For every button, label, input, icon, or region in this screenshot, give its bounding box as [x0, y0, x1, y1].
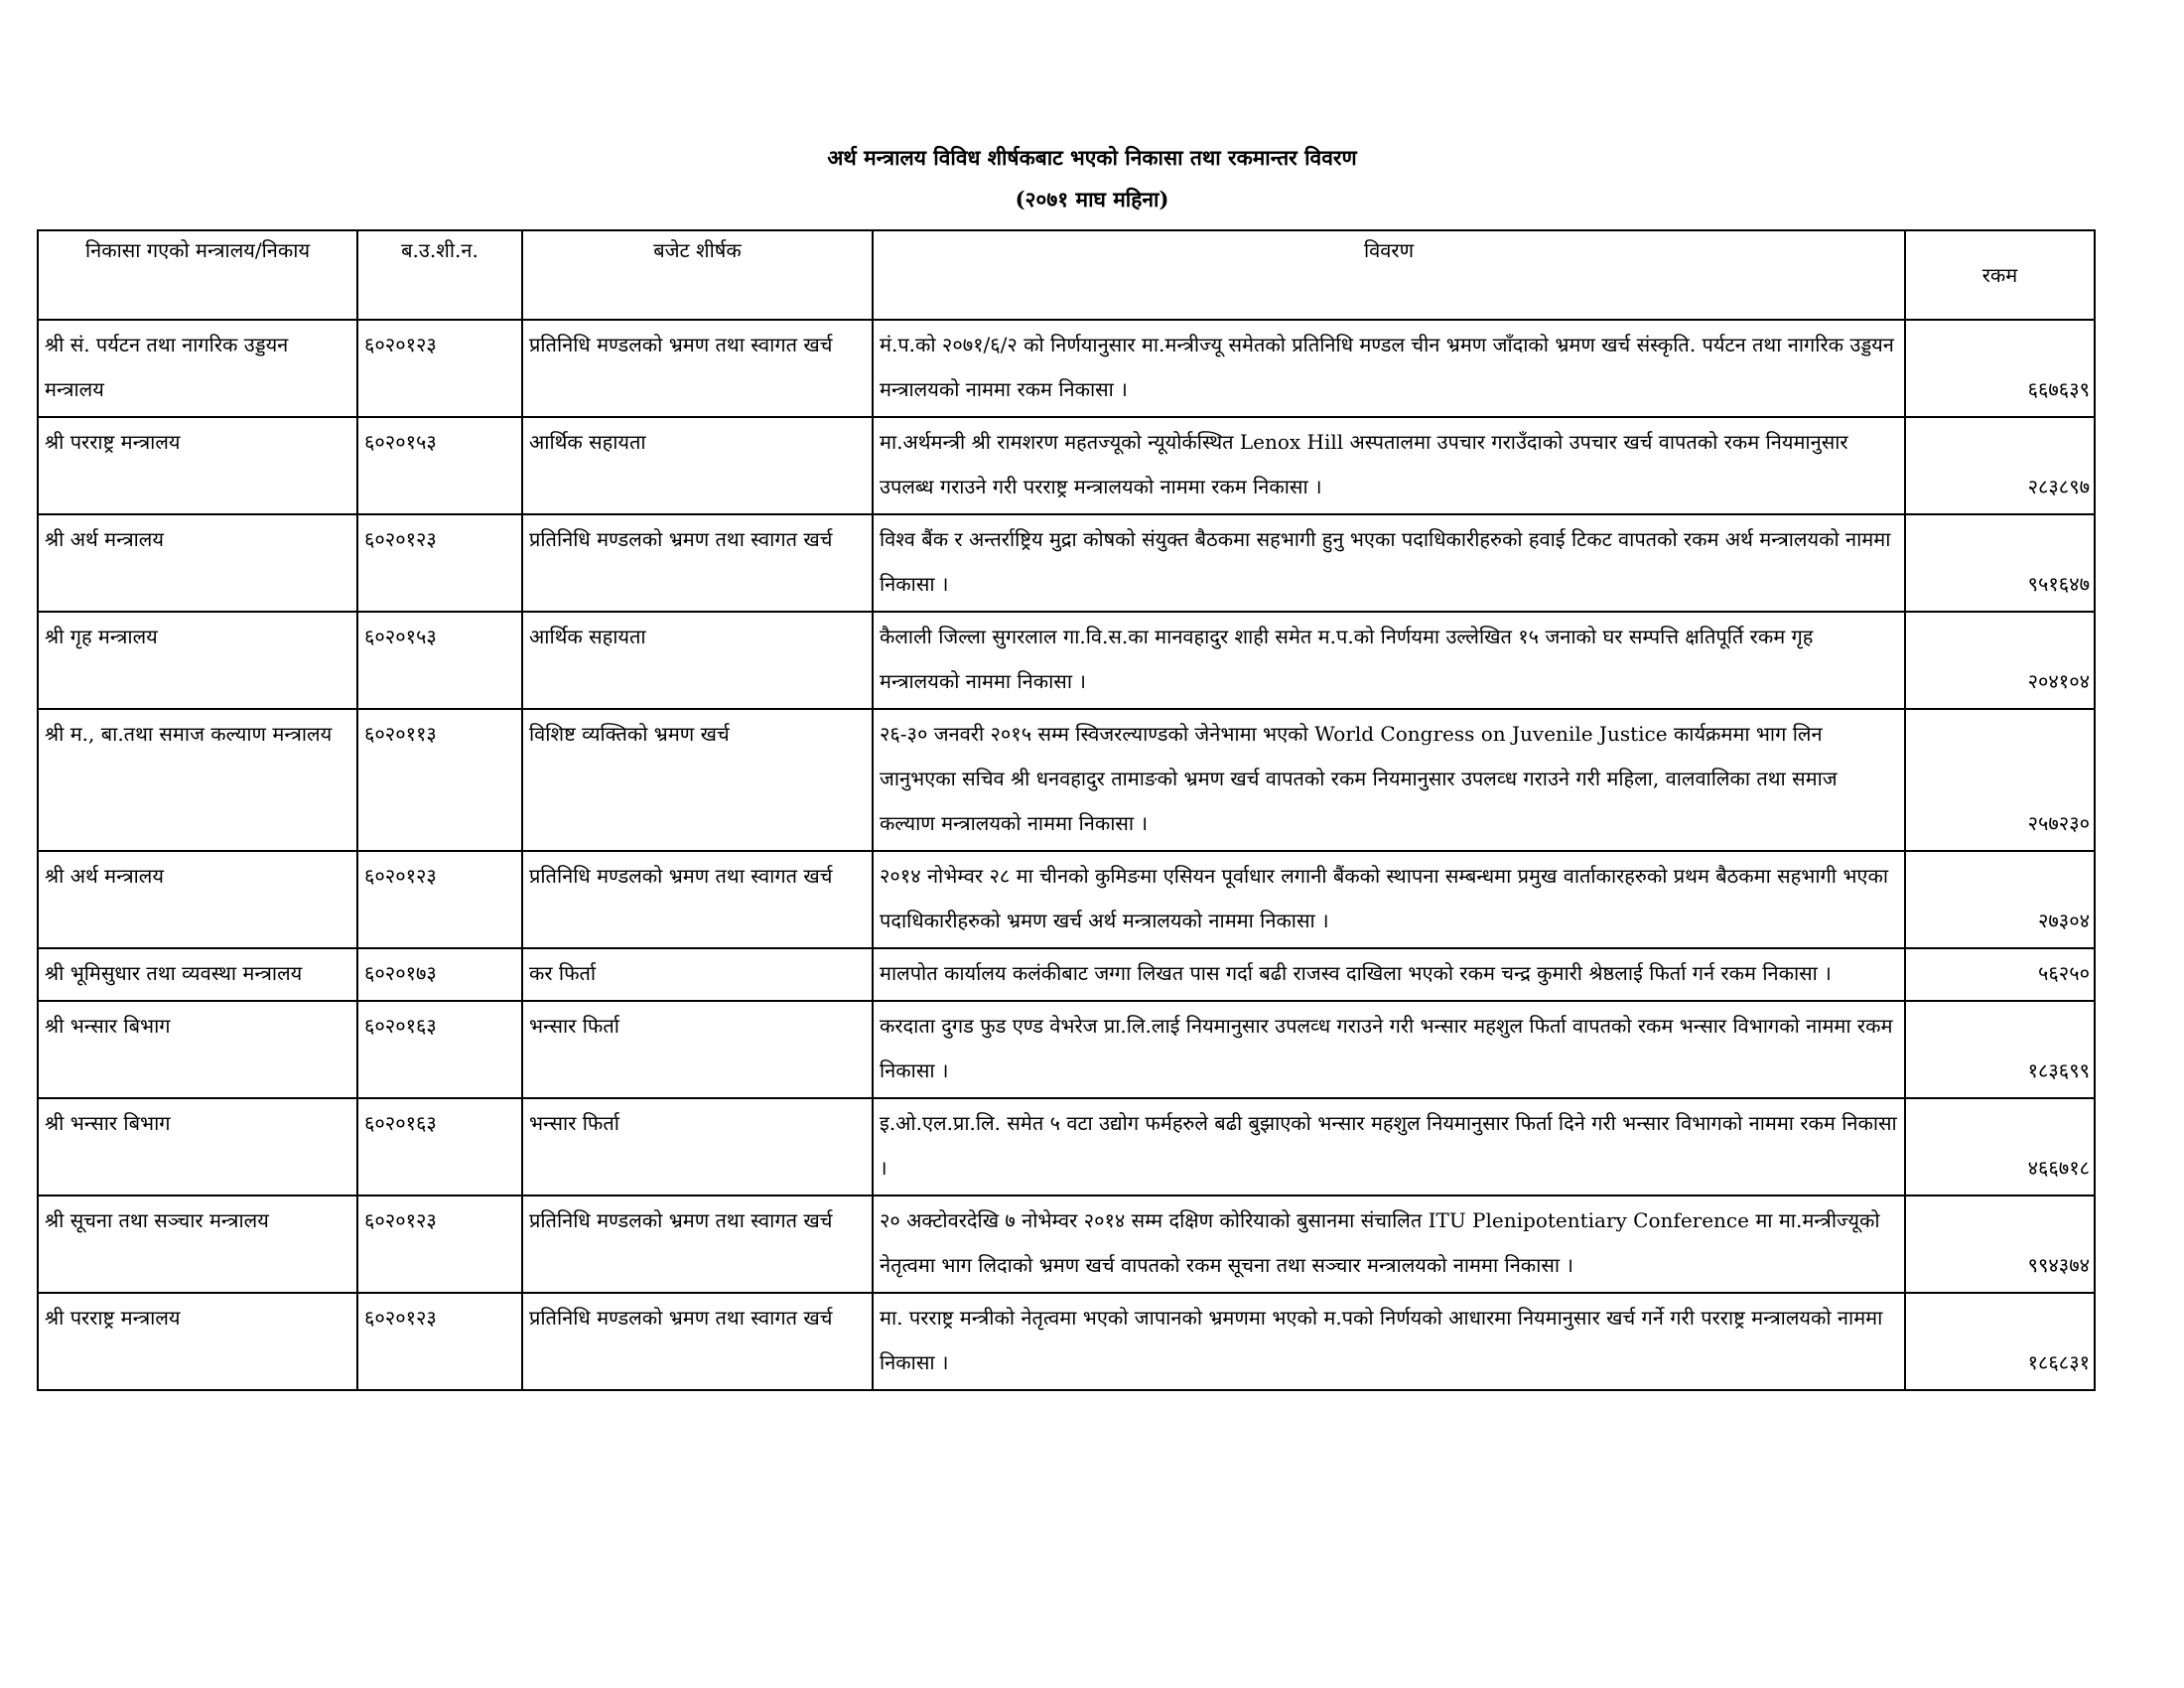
code-cell: ६०२०१२३	[357, 851, 522, 948]
code-cell: ६०२०१७३	[357, 948, 522, 1001]
table-body	[38, 320, 2095, 1390]
table-row	[38, 417, 2095, 514]
ministry-cell: श्री अर्थ मन्त्रालय	[38, 514, 357, 612]
amount-cell: २५७२३०	[1905, 709, 2095, 851]
description-cell: मं.प.को २०७१/६/२ को निर्णयानुसार मा.मन्त्रीज्यू समेतको प्रतिनिधि मण्डल चीन भ्रमण जाँदाको भ्रमण खर्च संस्कृति. पर्यटन तथा नागरिक उड्डयन मन्त्रालयको नाममा रकम निकासा ।	[873, 320, 1905, 417]
amount-cell: ६६७६३९	[1905, 320, 2095, 417]
budget-heading-cell: भन्सार फिर्ता	[522, 1098, 873, 1196]
budget-heading-cell: आर्थिक सहायता	[522, 612, 873, 709]
amount-cell: ४६६७१८	[1905, 1098, 2095, 1196]
column-header-budget-heading: बजेट शीर्षक	[522, 230, 873, 320]
document-title: अर्थ मन्त्रालय विविध शीर्षकबाट भएको निकासा तथा रकमान्तर विवरण	[827, 145, 1357, 170]
description-cell: मा. परराष्ट्र मन्त्रीको नेतृत्वमा भएको जापानको भ्रमणमा भएको म.पको निर्णयको आधारमा नियमानुसार खर्च गर्ने गरी परराष्ट्र मन्त्रालयको नाममा निकासा ।	[873, 1293, 1905, 1390]
ministry-cell: श्री भूमिसुधार तथा व्यवस्था मन्त्रालय	[38, 948, 357, 1001]
budget-heading-cell: प्रतिनिधि मण्डलको भ्रमण तथा स्वागत खर्च	[522, 851, 873, 948]
column-header-description: विवरण	[873, 230, 1905, 320]
amount-cell: १८६८३१	[1905, 1293, 2095, 1390]
budget-heading-cell: भन्सार फिर्ता	[522, 1001, 873, 1098]
amount-cell: २७३०४	[1905, 851, 2095, 948]
ministry-cell: श्री भन्सार बिभाग	[38, 1098, 357, 1196]
amount-cell: २०४१०४	[1905, 612, 2095, 709]
description-cell: मालपोत कार्यालय कलंकीबाट जग्गा लिखत पास गर्दा बढी राजस्व दाखिला भएको रकम चन्द्र कुमारी श्रेष्ठलाई फिर्ता गर्न रकम निकासा ।	[873, 948, 1905, 1001]
table-header-row	[38, 230, 2095, 320]
ministry-cell: श्री सूचना तथा सञ्चार मन्त्रालय	[38, 1196, 357, 1293]
table-row	[38, 948, 2095, 1001]
budget-heading-cell: कर फिर्ता	[522, 948, 873, 1001]
budget-heading-cell: आर्थिक सहायता	[522, 417, 873, 514]
table-row	[38, 851, 2095, 948]
column-header-ministry: निकासा गएको मन्त्रालय/निकाय	[38, 230, 357, 320]
ministry-cell: श्री अर्थ मन्त्रालय	[38, 851, 357, 948]
disbursement-table	[37, 229, 2096, 1391]
table-row	[38, 709, 2095, 851]
ministry-cell: श्री सं. पर्यटन तथा नागरिक उड्डयन मन्त्रालय	[38, 320, 357, 417]
table-row	[38, 1293, 2095, 1390]
table-row	[38, 1098, 2095, 1196]
budget-heading-cell: विशिष्ट व्यक्तिको भ्रमण खर्च	[522, 709, 873, 851]
ministry-cell: श्री गृह मन्त्रालय	[38, 612, 357, 709]
budget-heading-cell: प्रतिनिधि मण्डलको भ्रमण तथा स्वागत खर्च	[522, 320, 873, 417]
amount-cell: ९९४३७४	[1905, 1196, 2095, 1293]
budget-heading-cell: प्रतिनिधि मण्डलको भ्रमण तथा स्वागत खर्च	[522, 1196, 873, 1293]
description-cell: इ.ओ.एल.प्रा.लि. समेत ५ वटा उद्योग फर्महरुले बढी बुझाएको भन्सार महशुल नियमानुसार फिर्ता दिने गरी भन्सार विभागको नाममा रकम निकासा ।	[873, 1098, 1905, 1196]
ministry-cell: श्री भन्सार बिभाग	[38, 1001, 357, 1098]
budget-heading-cell: प्रतिनिधि मण्डलको भ्रमण तथा स्वागत खर्च	[522, 514, 873, 612]
amount-cell: २८३८९७	[1905, 417, 2095, 514]
code-cell: ६०२०१२३	[357, 514, 522, 612]
table-row	[38, 320, 2095, 417]
column-header-code: ब.उ.शी.न.	[357, 230, 522, 320]
table-row	[38, 1001, 2095, 1098]
code-cell: ६०२०१५३	[357, 612, 522, 709]
ministry-cell: श्री परराष्ट्र मन्त्रालय	[38, 417, 357, 514]
amount-cell: ५६२५०	[1905, 948, 2095, 1001]
description-cell: २६-३० जनवरी २०१५ सम्म स्विजरल्याण्डको जेनेभामा भएको World Congress on Juvenile Justice कार्यक्रममा भाग लिन जानुभएका सचिव श्री धनवहादुर तामाङको भ्रमण खर्च वापतको रकम नियमानुसार उपलव्ध गराउने गरी महिला, वालवालिका तथा समाज कल्याण मन्त्रालयको नाममा निकासा ।	[873, 709, 1905, 851]
description-cell: २०१४ नोभेम्वर २८ मा चीनको कुमिङमा एसियन पूर्वाधार लगानी बैंकको स्थापना सम्बन्धमा प्रमुख वार्ताकारहरुको प्रथम बैठकमा सहभागी भएका पदाधिकारीहरुको भ्रमण खर्च अर्थ मन्त्रालयको नाममा निकासा ।	[873, 851, 1905, 948]
description-cell: मा.अर्थमन्त्री श्री रामशरण महतज्यूको न्यूयोर्कस्थित Lenox Hill अस्पतालमा उपचार गराउँदाको उपचार खर्च वापतको रकम नियमानुसार उपलब्ध गराउने गरी परराष्ट्र मन्त्रालयको नाममा रकम निकासा ।	[873, 417, 1905, 514]
column-header-amount: रकम	[1905, 230, 2095, 320]
code-cell: ६०२०१५३	[357, 417, 522, 514]
code-cell: ६०२०११३	[357, 709, 522, 851]
table-row	[38, 1196, 2095, 1293]
table-row	[38, 612, 2095, 709]
table-row	[38, 514, 2095, 612]
description-cell: विश्व बैंक र अन्तर्राष्ट्रिय मुद्रा कोषको संयुक्त बैठकमा सहभागी हुनु भएका पदाधिकारीहरुको हवाई टिकट वापतको रकम अर्थ मन्त्रालयको नाममा निकासा ।	[873, 514, 1905, 612]
code-cell: ६०२०१२३	[357, 1196, 522, 1293]
ministry-cell: श्री म., बा.तथा समाज कल्याण मन्त्रालय	[38, 709, 357, 851]
document-subtitle: (२०७१ माघ महिना)	[1015, 187, 1169, 211]
ministry-cell: श्री परराष्ट्र मन्त्रालय	[38, 1293, 357, 1390]
code-cell: ६०२०१६३	[357, 1001, 522, 1098]
description-cell: कैलाली जिल्ला सुगरलाल गा.वि.स.का मानवहादुर शाही समेत म.प.को निर्णयमा उल्लेखित १५ जनाको घर सम्पत्ति क्षतिपूर्ति रकम गृह मन्त्रालयको नाममा निकासा ।	[873, 612, 1905, 709]
amount-cell: ९५१६४७	[1905, 514, 2095, 612]
description-cell: २० अक्टोवरदेखि ७ नोभेम्वर २०१४ सम्म दक्षिण कोरियाको बुसानमा संचालित ITU Plenipotentiary Conference मा मा.मन्त्रीज्यूको नेतृत्वमा भाग लिदाको भ्रमण खर्च वापतको रकम सूचना तथा सञ्चार मन्त्रालयको नाममा निकासा ।	[873, 1196, 1905, 1293]
code-cell: ६०२०१६३	[357, 1098, 522, 1196]
description-cell: करदाता दुगड फुड एण्ड वेभरेज प्रा.लि.लाई नियमानुसार उपलव्ध गराउने गरी भन्सार महशुल फिर्ता वापतको रकम भन्सार विभागको नाममा रकम निकासा ।	[873, 1001, 1905, 1098]
amount-cell: १८३६९९	[1905, 1001, 2095, 1098]
code-cell: ६०२०१२३	[357, 320, 522, 417]
budget-heading-cell: प्रतिनिधि मण्डलको भ्रमण तथा स्वागत खर्च	[522, 1293, 873, 1390]
code-cell: ६०२०१२३	[357, 1293, 522, 1390]
